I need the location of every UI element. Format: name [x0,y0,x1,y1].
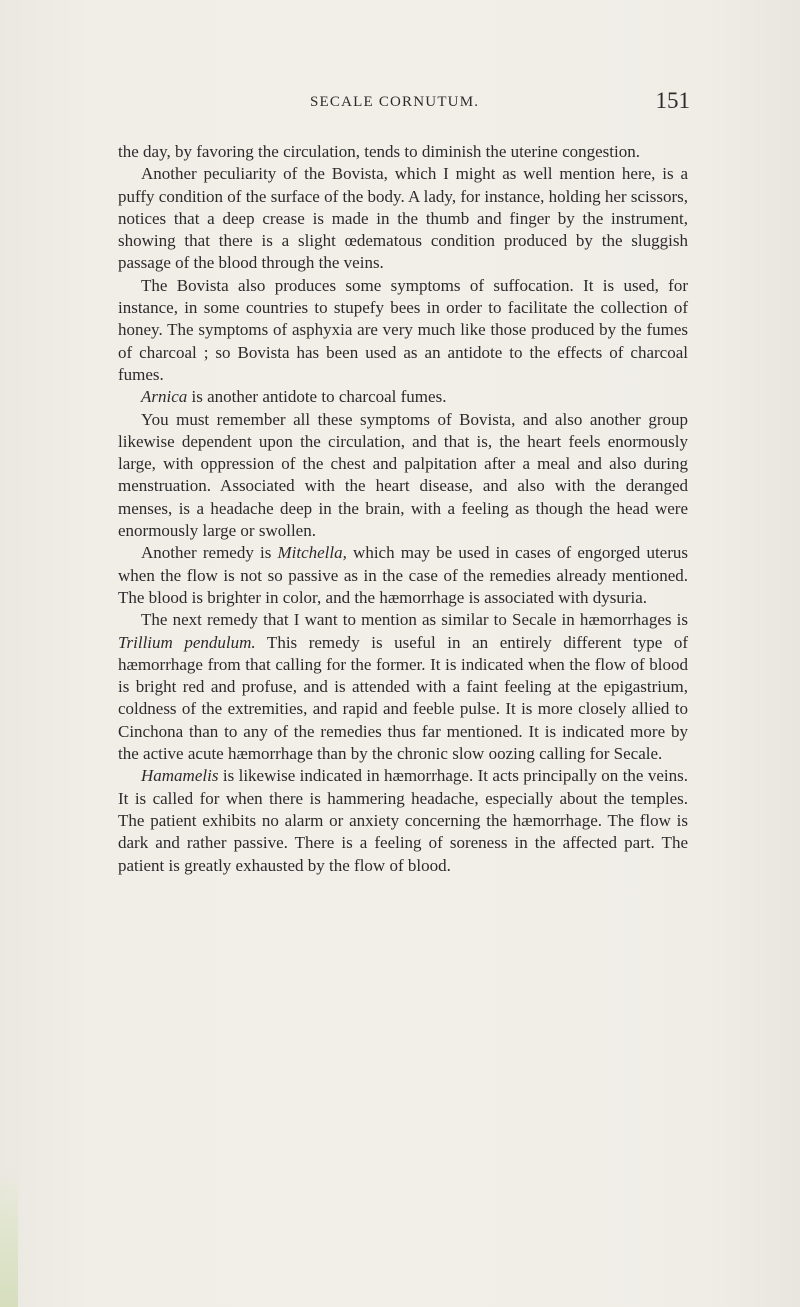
paragraph-text: Another peculiarity of the Bovista, which I might as well mention here, is a puffy condition of the surface of the body. A lady, for instance, holding her scissors, notices that a deep crease is made in the thumb and finger by the instrument, showing that there is a slight œdematous condition produced by the sluggish passage of the blood through the veins. [118,164,688,273]
running-header [310,90,690,116]
body-text [118,141,688,877]
remedy-name-arnica: Arnica [141,387,188,407]
remedy-name-trillium: Trillium pendulum. [118,632,256,652]
paragraph-bovista-heart [118,409,688,543]
paragraph-text: This remedy is useful in an entirely different type of hæmorrhage from that calling for the former. It is indicated when the flow of blood is bright red and profuse, and is attended with a faint feeling at the epigastrium, coldness of the extremities, and rapid and feeble pulse. It is more closely allied to Cinchona than to any of the remedies thus far mentioned. It is indicated more by the active acute hæmorrhage than by the chronic slow oozing calling for Secale. [118,632,688,764]
remedy-name-mitchella: Mitchella, [277,543,347,563]
paragraph-text: The Bovista also produces some symptoms of suffocation. It is used, for instance, in some countries to stupefy bees in order to facilitate the collection of honey. The symptoms of asphyxia are very much like those produced by the fumes of charcoal ; so Bovista has been used as an antidote to the effects of charcoal fumes. [118,275,688,384]
paragraph-text: which may be used in cases of engorged uterus when the flow is not so passive as in the case of the remedies already mentioned. The blood is brighter in color, and the hæmorrhage is associated with dysuria. [118,543,689,607]
page-edge-stain [0,1167,18,1307]
paragraph-bovista-puffy [118,163,688,274]
paragraph-text: Another remedy is [141,543,278,563]
paragraph-trillium [118,609,688,765]
paragraph-mitchella [118,542,688,609]
paragraph-hamamelis [118,765,688,876]
paragraph-text: The next remedy that I want to mention as similar to Secale in hæmorrhages is [141,610,688,630]
paragraph-arnica [118,386,688,408]
paragraph-text: You must remember all these symptoms of Bovista, and also another group likewise dependent upon the circulation, and that is, the heart feels enormously large, with oppression of the chest and palpitation after a meal and also during menstruation. Associated with the heart disease, and also with the deranged menses, is a headache deep in the brain, with a feeling as though the head were enormously large or swollen. [118,409,688,541]
paragraph-text: is likewise indicated in hæmorrhage. It acts principally on the veins. It is called for when there is hammering headache, especially about the temples. The patient exhibits no alarm or anxiety concerning the hæmorrhage. The flow is dark and rather passive. There is a feeling of soreness in the affected part. The patient is greatly exhausted by the flow of blood. [118,766,688,875]
paragraph-text: the day, by favoring the circulation, tends to diminish the uterine congestion. [118,142,640,161]
running-title: SECALE CORNUTUM. [310,94,480,110]
page-number: 151 [655,88,690,113]
paragraph-bovista-suffocation [118,275,688,386]
remedy-name-hamamelis: Hamamelis [141,766,219,786]
paragraph-text: is another antidote to charcoal fumes. [187,387,447,407]
paragraph-continuation [118,141,688,163]
